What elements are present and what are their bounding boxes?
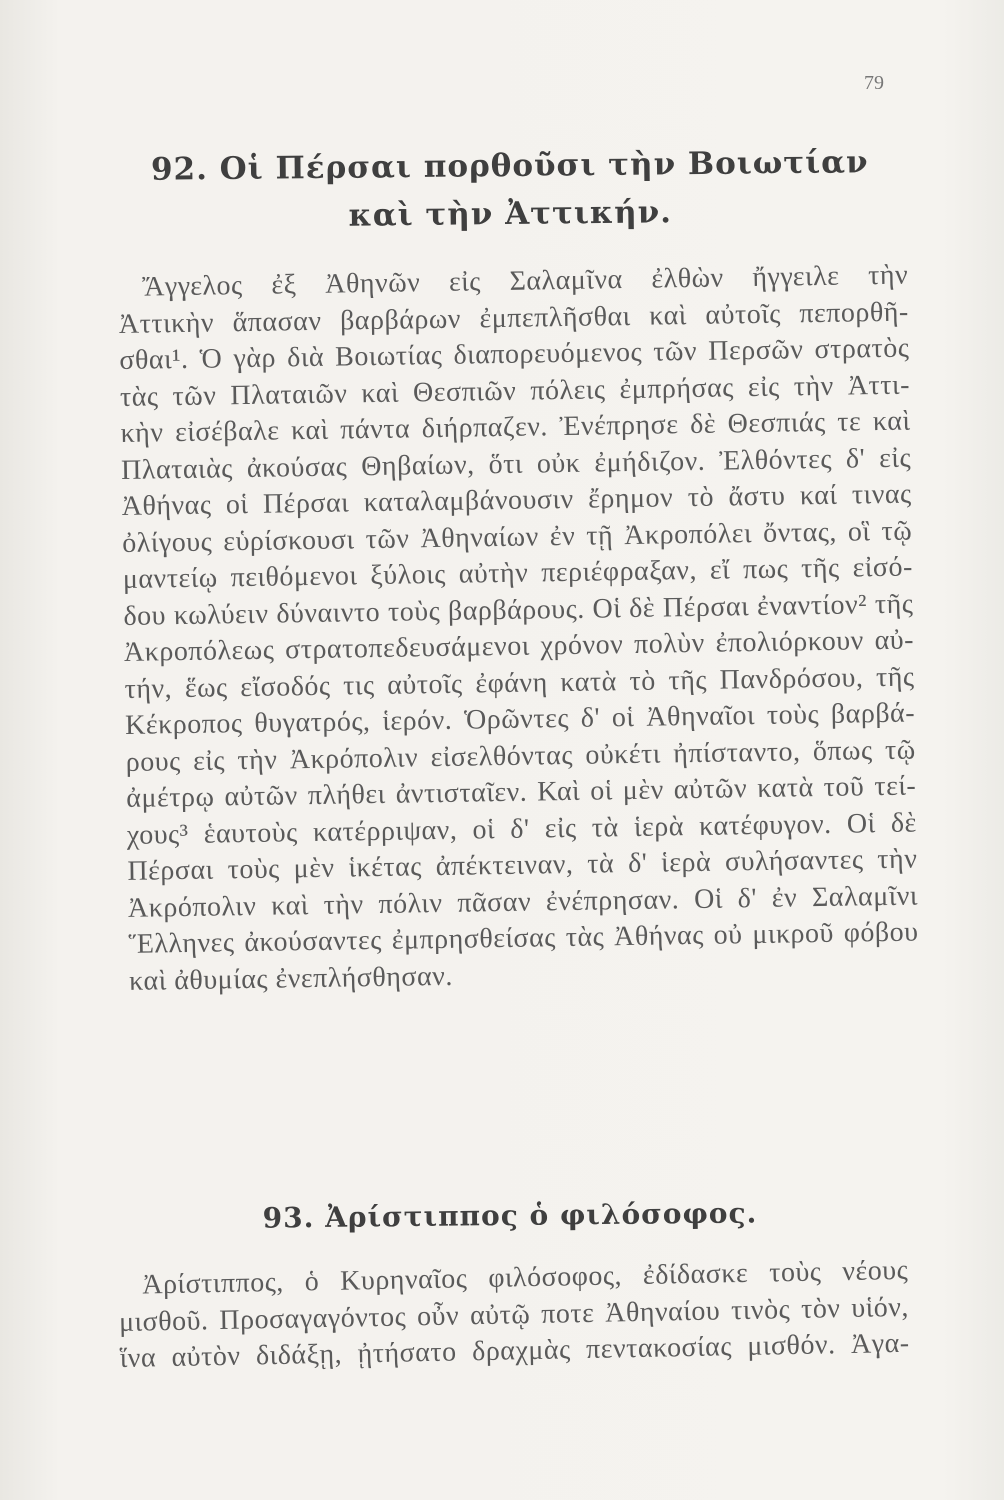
text-line: μαντείῳ πειθόμενοι ξύλοις αὐτὴν περιέφραξαν, εἴ πως τῆς εἰσό- (122, 551, 914, 595)
section-92-paragraph (118, 258, 919, 1000)
section-92-title-line-2: καὶ τὴν Ἀττικήν. (348, 194, 673, 234)
text-line: κὴν εἰσέβαλε καὶ πάντα διήρπαζεν. Ἐνέπρησε δὲ Θεσπιάς τε καὶ (120, 405, 911, 449)
page-number: 79 (864, 72, 884, 94)
text-line: Ἀκροπόλεως στρατοπεδευσάμενοι χρόνον πολὺν ἐπολιόρκουν αὐ- (123, 624, 915, 668)
text-line: Κέκροπος θυγατρός, ἱερόν. Ὁρῶντες δ' οἱ Ἀθηναῖοι τοὺς βαρβά- (124, 697, 916, 741)
text-line: Ἕλληνες ἀκούσαντες ἐμπρησθείσας τὰς Ἀθήνας οὐ μικροῦ φόβου (128, 916, 919, 960)
text-line: Ἀθήνας οἱ Πέρσαι καταλαμβάνουσιν ἔρημον τὸ ἄστυ καί τινας (121, 478, 912, 522)
text-line: Ἀττικὴν ἅπασαν βαρβάρων ἐμπεπλῆσθαι καὶ αὐτοῖς πεπορθῆ- (118, 296, 909, 340)
text-line: δου κωλύειν δύναιντο τοὺς βαρβάρους. Οἱ δὲ Πέρσαι ἐναντίον² τῆς (123, 588, 914, 632)
text-line: ἀμέτρῳ αὐτῶν πλήθει ἀντισταῖεν. Καὶ οἱ μὲν αὐτῶν κατὰ τοῦ τεί- (126, 770, 917, 814)
text-line: Πλαταιὰς ἀκούσας Θηβαίων, ὅτι οὐκ ἐμήδιζον. Ἐλθόντες δ' εἰς (120, 442, 912, 486)
text-line: Ἀρίστιππος, ὁ Κυρηναῖος φιλόσοφος, ἐδίδασκε τοὺς νέους (142, 1254, 909, 1301)
text-line: ρους εἰς τὴν Ἀκρόπολιν εἰσελθόντας οὐκέτι ἠπίσταντο, ὅπως τῷ (125, 734, 916, 778)
text-line: ἵνα αὐτὸν διδάξῃ, ᾐτήσατο δραχμὰς πεντακοσίας μισθόν. Ἀγα- (119, 1327, 910, 1374)
text-line: ὀλίγους εὑρίσκουσι τῶν Ἀθηναίων ἐν τῇ Ἀκροπόλει ὄντας, οἳ τῷ (122, 515, 913, 559)
text-line: καὶ ἀθυμίας ἐνεπλήσθησαν. (128, 960, 454, 997)
section-93-paragraph (118, 1253, 910, 1378)
text-line: σθαι¹. Ὁ γὰρ διὰ Βοιωτίας διαπορευόμενος τῶν Περσῶν στρατὸς (119, 332, 910, 376)
text-line: μισθοῦ. Προσαγαγόντος οὖν αὐτῷ ποτε Ἀθηναίου τινὸς τὸν υἱόν, (118, 1291, 910, 1338)
text-line: τὰς τῶν Πλαταιῶν καὶ Θεσπιῶν πόλεις ἐμπρήσας εἰς τὴν Ἀττι- (119, 369, 911, 413)
text-line: τήν, ἕως εἴσοδός τις αὐτοῖς ἐφάνη κατὰ τὸ τῆς Πανδρόσου, τῆς (124, 661, 915, 705)
text-line: Ἀκρόπολιν καὶ τὴν πόλιν πᾶσαν ἐνέπρησαν. Οἱ δ' ἐν Σαλαμῖνι (127, 880, 919, 924)
section-92-title-line-1: 92. Οἱ Πέρσαι πορθοῦσι τὴν Βοιωτίαν (150, 144, 869, 188)
section-93-heading: 93. Ἀρίστιππος ὁ φιλόσοφος. (262, 1196, 758, 1235)
text-line: Πέρσαι τοὺς μὲν ἱκέτας ἀπέκτειναν, τὰ δ' ἱερὰ συλήσαντες τὴν (127, 843, 918, 887)
section-92-heading (110, 138, 911, 242)
text-line: χους³ ἑαυτοὺς κατέρριψαν, οἱ δ' εἰς τὰ ἱερὰ κατέφυγον. Οἱ δὲ (126, 807, 918, 851)
text-line: Ἄγγελος ἐξ Ἀθηνῶν εἰς Σαλαμῖνα ἐλθὼν ἤγγειλε τὴν (142, 259, 909, 303)
